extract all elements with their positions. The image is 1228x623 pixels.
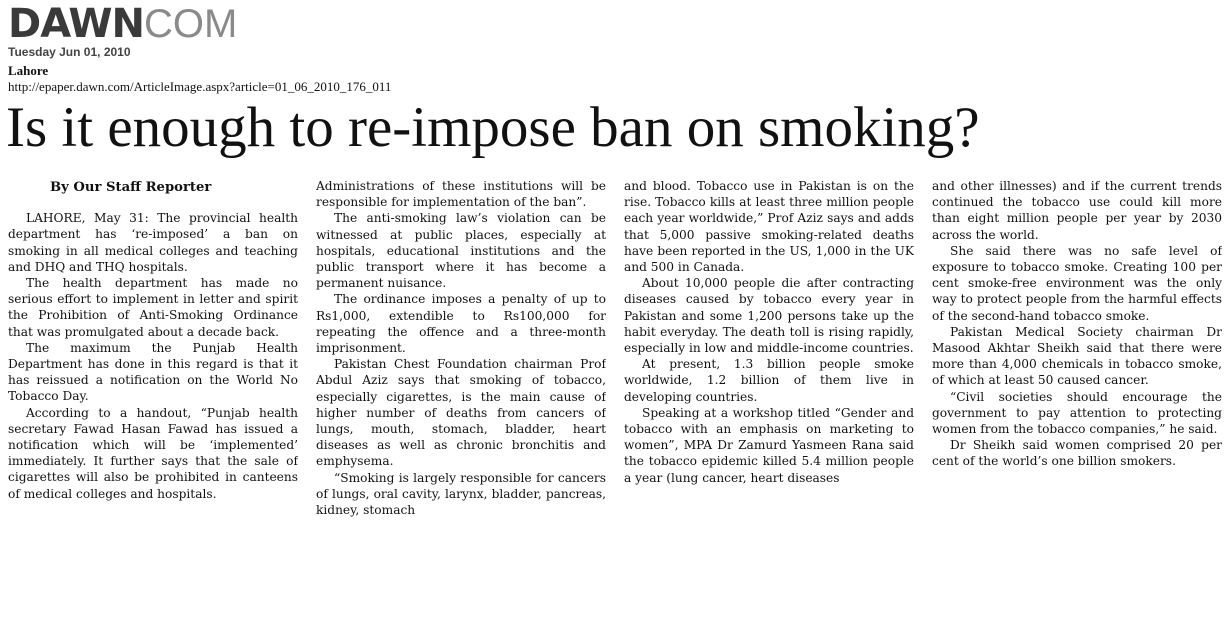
paragraph: The ordinance imposes a penalty of up to Rs1,000, extendible to Rs100,000 for repeating the offence and a three-month imprisonment. xyxy=(316,292,606,356)
paragraph: and other illnesses) and if the current trends continued the tobacco use could kill more than eight million people per year by 2030 across the world. xyxy=(932,179,1222,242)
paragraph: Pakistan Medical Society chairman Dr Masood Akhtar Sheikh said that there were more than 4,000 chemicals in tobacco smoke, of which at least 50 caused cancer. xyxy=(932,324,1222,388)
paragraph: and blood. Tobacco use in Pakistan is on the rise. Tobacco kills at least three million people each year worldwide,” Prof Aziz says and adds that 5,000 passive smoking-related deaths have been reported in the US, 1,000 in the UK and 500 in Canada. xyxy=(624,179,914,275)
paragraph: LAHORE, May 31: The provincial health department has ‘re-imposed’ a ban on smoking in all medical colleges and teaching and DHQ and THQ hospitals. xyxy=(8,211,298,274)
paragraph: The maximum the Punjab Health Department has done in this regard is that it has reissued a notification on the World No Tobacco Day. xyxy=(8,340,298,404)
column-2 xyxy=(316,178,606,623)
byline: By Our Staff Reporter xyxy=(50,180,212,195)
paragraph: At present, 1.3 billion people smoke worldwide, 1.2 billion of them live in developing countries. xyxy=(624,357,914,404)
paragraph: Dr Sheikh said women comprised 20 per cent of the world’s one billion smokers. xyxy=(932,438,1222,469)
logo-bold-text: DAWN xyxy=(8,1,144,47)
paragraph: “Smoking is largely responsible for cancers of lungs, oral cavity, larynx, bladder, pancreas, kidney, stomach xyxy=(316,470,606,518)
city-label: Lahore xyxy=(8,63,49,78)
publication-date: Tuesday Jun 01, 2010 xyxy=(8,45,131,59)
paragraph: According to a handout, “Punjab health secretary Fawad Hasan Fawad has issued a notification which will be ‘implemented’ immediately. It further says that the sale of cigarettes will also be prohibited in canteens of medical colleges and hospitals. xyxy=(8,405,298,501)
column-3 xyxy=(624,178,914,623)
paragraph: About 10,000 people die after contracting diseases caused by tobacco every year in Pakistan and some 1,200 persons take up the habit everyday. The death toll is rising rapidly, especially in low and middle-income countries. xyxy=(624,276,914,356)
column-1 xyxy=(8,178,298,623)
paragraph: The health department has made no serious effort to implement in letter and spirit the Prohibition of Anti-Smoking Ordinance that was promulgated about a decade back. xyxy=(8,276,298,339)
paragraph: She said there was no safe level of exposure to tobacco smoke. Creating 100 per cent smoke-free environment was the only way to protect people from the harmful effects of the second-hand tobacco smoke. xyxy=(932,243,1222,323)
logo-light-text: COM xyxy=(143,2,238,46)
dawn-logo xyxy=(8,2,237,46)
paragraph: “Civil societies should encourage the government to pay attention to protecting women from the tobacco companies,” he said. xyxy=(932,389,1222,437)
paragraph: Pakistan Chest Foundation chairman Prof Abdul Aziz says that smoking of tobacco, especially cigarettes, is the main cause of higher number of deaths from cancers of lungs, mouth, stomach, bladder, heart diseases as well as chronic bronchitis and emphysema. xyxy=(316,357,606,469)
paragraph: Administrations of these institutions will be responsible for implementation of the ban”. xyxy=(316,179,606,210)
article-body xyxy=(8,178,1224,623)
article-headline: Is it enough to re-impose ban on smoking? xyxy=(6,96,980,159)
paragraph: Speaking at a workshop titled “Gender and tobacco with an emphasis on marketing to women”, MPA Dr Zamurd Yasmeen Rana said the tobacco epidemic killed 5.4 million people a year (lung cancer, heart diseases xyxy=(624,405,914,485)
column-4 xyxy=(932,178,1222,623)
paragraph: The anti-smoking law’s violation can be witnessed at public places, especially at hospitals, educational institutions and the public transport where it has become a permanent nuisance. xyxy=(316,211,606,291)
article-url: http://epaper.dawn.com/ArticleImage.aspx?article=01_06_2010_176_011 xyxy=(8,79,392,94)
